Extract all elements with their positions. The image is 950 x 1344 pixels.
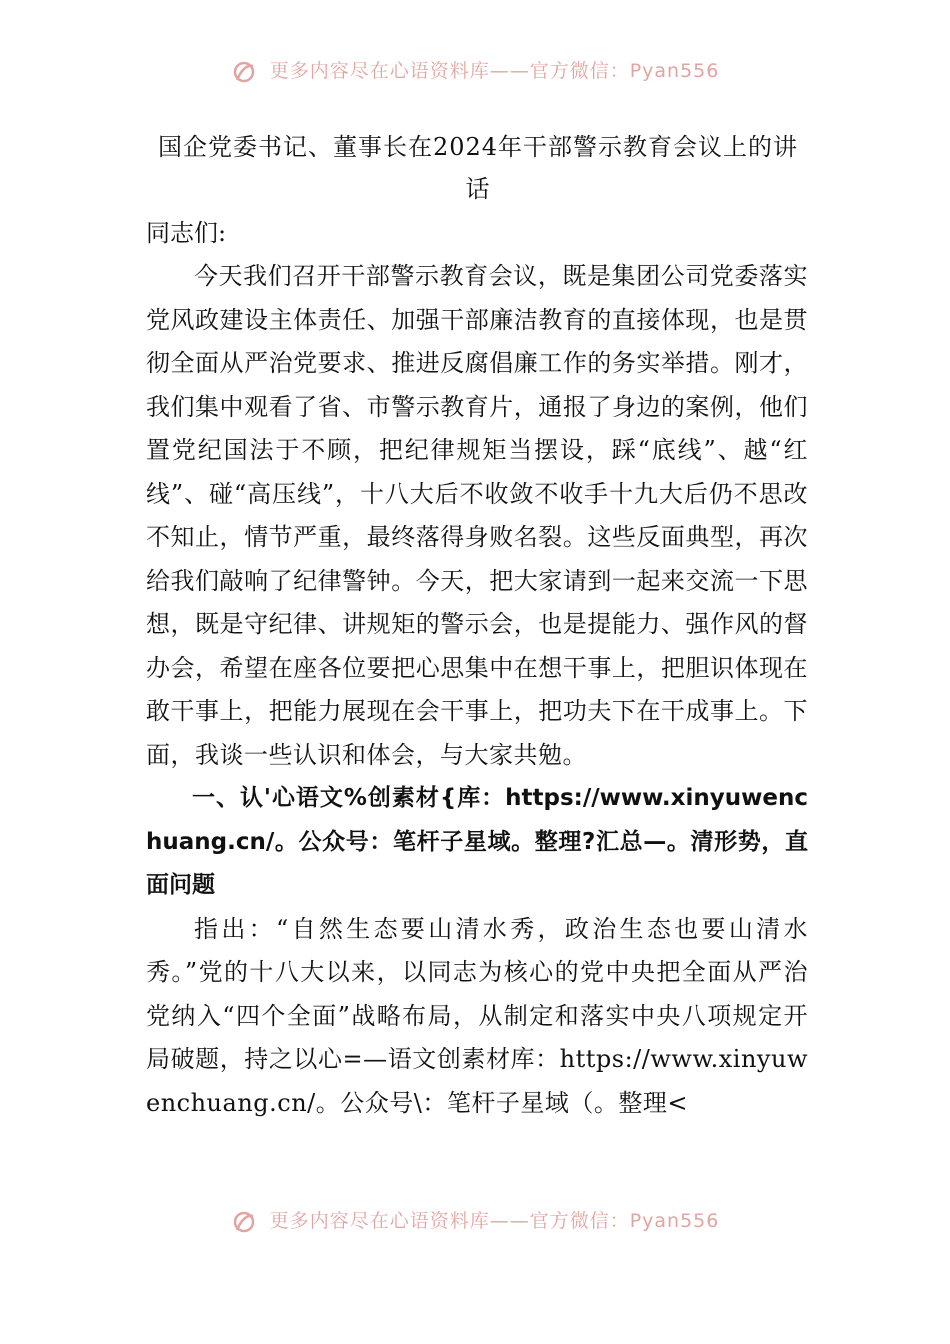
header-watermark	[0, 56, 950, 86]
watermark-text: 更多内容尽在心语资料库——官方微信：Pyan556	[269, 1210, 720, 1232]
section-heading: 一、认'心语文%创素材{库：https://www.xinyuwenchuang.cn/。公众号：笔杆子星域。整理?汇总—。清形势，直面问题	[146, 785, 808, 898]
document-body	[146, 212, 808, 1125]
body-paragraph: 今天我们召开干部警示教育会议，既是集团公司党委落实党风政建设主体责任、加强干部廉洁教育的直接体现，也是贯彻全面从严治党要求、推进反腐倡廉工作的务实举措。刚才，我们集中观看了省、市警示教育片，通报了身边的案例，他们置党纪国法于不顾，把纪律规矩当摆设，踩“底线”、越“红线”、碰“高压线”，十八大后不收敛不收手十九大后仍不思改不知止，情节严重，最终落得身败名裂。这些反面典型，再次给我们敲响了纪律警钟。今天，把大家请到一起来交流一下思想，既是守纪律、讲规矩的警示会，也是提能力、强作风的督办会，希望在座各位要把心思集中在想干事上，把胆识体现在敢干事上，把能力展现在会干事上，把功夫下在干成事上。下面，我谈一些认识和体会，与大家共勉。	[146, 262, 808, 769]
page-title: 国企党委书记、董事长在2024年干部警示教育会议上的讲话	[157, 133, 799, 203]
body-paragraph: 指出：“自然生态要山清水秀，政治生态也要山清水秀。”党的十八大以来，以同志为核心的党中央把全面从严治党纳入“四个全面”战略布局，从制定和落实中央八项规定开局破题，持之以心=—语文创素材库：https://www.xinyuwenchuang.cn/。公众号\：笔杆子星域（。整理<	[146, 914, 808, 1117]
footer-watermark	[0, 1206, 950, 1236]
salutation: 同志们:	[146, 219, 227, 247]
watermark-text: 更多内容尽在心语资料库——官方微信：Pyan556	[269, 60, 720, 82]
watermark-logo-icon	[231, 1210, 257, 1234]
watermark-logo-icon	[231, 60, 257, 84]
